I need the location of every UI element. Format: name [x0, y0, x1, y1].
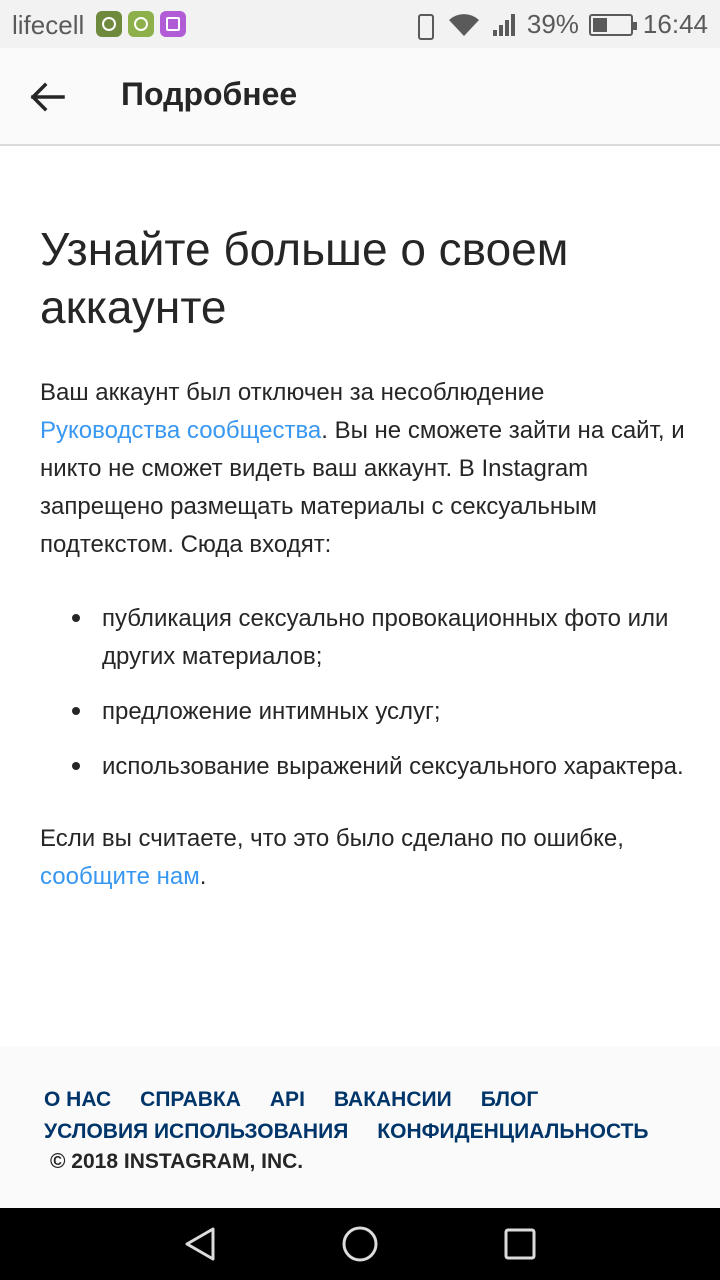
notification-icons — [96, 11, 186, 37]
nav-back-button[interactable] — [180, 1224, 220, 1264]
footer-link-privacy[interactable]: КОНФИДЕНЦИАЛЬНОСТЬ — [377, 1120, 649, 1143]
page-title: Узнайте больше о своем аккаунте — [40, 223, 569, 333]
outro-text: Если вы считаете, что это было сделано по ошибке, — [40, 825, 624, 852]
outro-paragraph: Если вы считаете, что это было сделано по ошибке, сообщите нам. — [40, 825, 624, 890]
bullet-icon — [72, 614, 80, 622]
status-indicators — [411, 9, 708, 40]
list-item: предложение интимных услуг; — [40, 693, 690, 731]
nav-bar — [0, 1208, 720, 1280]
android-notification-icon — [128, 11, 154, 37]
carrier-name: lifecell — [12, 10, 85, 40]
report-link[interactable]: сообщите нам — [40, 863, 200, 890]
community-guidelines-link[interactable]: Руководства сообщества — [40, 417, 322, 444]
rules-list — [40, 600, 690, 786]
footer-link-api[interactable]: API — [269, 1088, 305, 1111]
footer-link-terms[interactable]: УСЛОВИЯ ИСПОЛЬЗОВАНИЯ — [44, 1120, 349, 1143]
back-triangle-icon — [183, 1226, 217, 1262]
app-notification-icon — [96, 11, 122, 37]
status-bar — [0, 0, 720, 48]
gallery-notification-icon — [160, 11, 186, 37]
footer-links — [44, 1084, 704, 1148]
intro-text-start: Ваш аккаунт был отключен за несоблюдение — [40, 379, 545, 406]
bullet-icon — [72, 707, 80, 715]
footer-row-1 — [44, 1084, 704, 1116]
home-circle-icon — [341, 1225, 379, 1263]
intro-paragraph — [40, 374, 690, 564]
bullet-icon — [72, 762, 80, 770]
copyright: © 2018 INSTAGRAM, INC. — [50, 1150, 304, 1173]
page-header-title: Подробнее — [121, 76, 298, 112]
wifi-icon — [447, 12, 481, 38]
footer — [0, 1046, 720, 1208]
footer-link-help[interactable]: СПРАВКА — [140, 1088, 241, 1111]
main-content — [40, 146, 690, 896]
footer-row-2 — [44, 1116, 704, 1148]
battery-percent: 39% — [526, 9, 579, 39]
signal-icon — [491, 12, 517, 38]
nav-home-button[interactable] — [340, 1224, 380, 1264]
list-item: использование выражений сексуального характера. — [40, 748, 690, 786]
back-button[interactable] — [20, 70, 74, 124]
recents-square-icon — [503, 1227, 537, 1261]
footer-link-blog[interactable]: БЛОГ — [480, 1088, 539, 1111]
battery-icon — [589, 14, 633, 36]
footer-link-about[interactable]: О НАС — [44, 1088, 112, 1111]
nav-recents-button[interactable] — [500, 1224, 540, 1264]
vibrate-icon — [411, 12, 437, 38]
footer-link-jobs[interactable]: ВАКАНСИИ — [333, 1088, 452, 1111]
app-header — [0, 48, 720, 146]
intro-text-end: . Вы не сможете зайти на сайт, и никто не сможет видеть ваш аккаунт. В Instagram запрещено размещать материалы с сексуальным подтекстом. Сюда входят: — [40, 417, 685, 558]
list-item: публикация сексуально провокационных фото или других материалов; — [40, 600, 690, 676]
arrow-left-icon — [29, 82, 65, 112]
clock: 16:44 — [642, 9, 708, 39]
